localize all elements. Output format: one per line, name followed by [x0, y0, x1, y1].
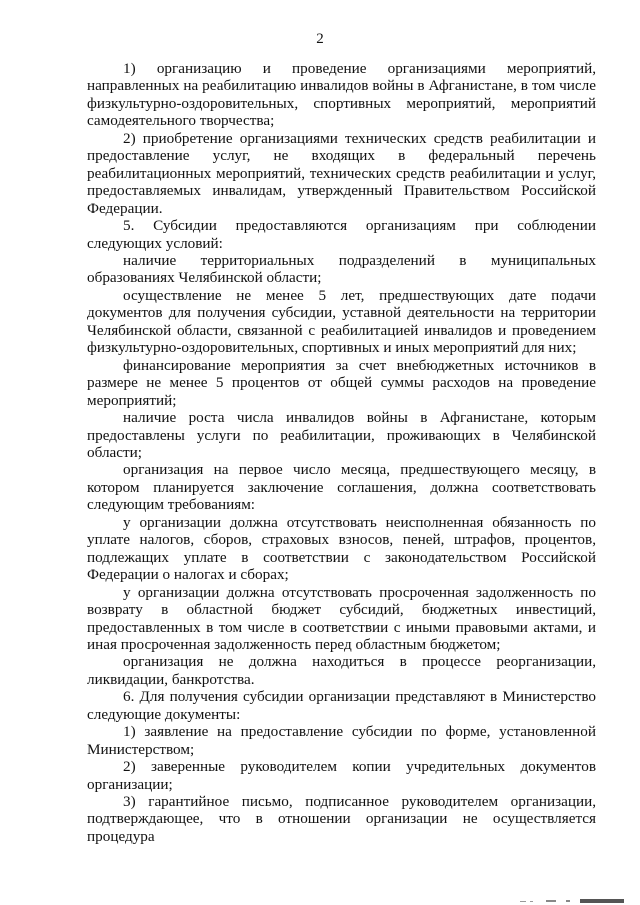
paragraph-document-2-copies: 2) заверенные руководителем копии учредительных документов организации; [87, 758, 596, 793]
paragraph-condition-branches: наличие территориальных подразделений в муниципальных образованиях Челябинской области; [87, 251, 596, 287]
paragraph-requirement-reorganization: организация не должна находиться в процессе реорганизации, ликвидации, банкротства. [87, 653, 596, 688]
paragraph-condition-growth: наличие роста числа инвалидов войны в Афганистане, которым предоставлены услуги по реабилитации, проживающих в Челябинской области; [87, 409, 596, 461]
paragraph-condition-activity-years: осуществление не менее 5 лет, предшествующих дате подачи документов для получения субсидии, уставной деятельности на территории Челябинской области, связанной с реабилитацией инвалидов и проведением физкультурно-оздоровительных, спортивных и иных мероприятий для них; [87, 286, 596, 357]
paragraph-condition-requirements: организация на первое число месяца, предшествующего месяцу, в котором планируется заключение соглашения, должна соответствовать следующим требованиям: [87, 461, 596, 514]
paragraph-clause-5: 5. Субсидии предоставляются организациям при соблюдении следующих условий: [87, 217, 596, 252]
paragraph-clause-6: 6. Для получения субсидии организации представляют в Министерство следующие документы: [87, 688, 596, 723]
footer-scan-mark [520, 897, 624, 905]
paragraph-item-2-equipment: 2) приобретение организациями технических средств реабилитации и предоставление услуг, не входящих в федеральный перечень реабилитационных мероприятий, технических средств реабилитации и услуг, предоставляемых инвалидам, утвержденный Правительством Российской Федерации. [87, 129, 596, 217]
paragraph-requirement-debt: у организации должна отсутствовать просроченная задолженность по возврату в областной бюджет субсидий, бюджетных инвестиций, предоставленных в том числе в соответствии с иными правовыми актами, и иная просроченная задолженность перед областным бюджетом; [87, 583, 596, 653]
paragraph-requirement-taxes: у организации должна отсутствовать неисполненная обязанность по уплате налогов, сборов, страховых взносов, пеней, штрафов, процентов, подлежащих уплате в соответствии с законодательством Российской Федерации о налогах и сборах; [87, 513, 596, 584]
paragraph-document-3-guarantee-letter: 3) гарантийное письмо, подписанное руководителем организации, подтверждающее, что в отношении организации не осуществляется процедура [87, 793, 596, 845]
paragraph-document-1-application: 1) заявление на предоставление субсидии по форме, установленной Министерством; [87, 723, 596, 758]
document-body [87, 60, 596, 845]
paragraph-item-1-events: 1) организацию и проведение организациями мероприятий, направленных на реабилитацию инвалидов войны в Афганистане, в том числе физкультурно-оздоровительных, спортивных мероприятий, мероприятий самодеятельного творчества; [87, 60, 596, 130]
page-number: 2 [316, 31, 324, 47]
paragraph-condition-funding: финансирование мероприятия за счет внебюджетных источников в размере не менее 5 процентов от общей суммы расходов на проведение мероприятий; [87, 356, 596, 409]
